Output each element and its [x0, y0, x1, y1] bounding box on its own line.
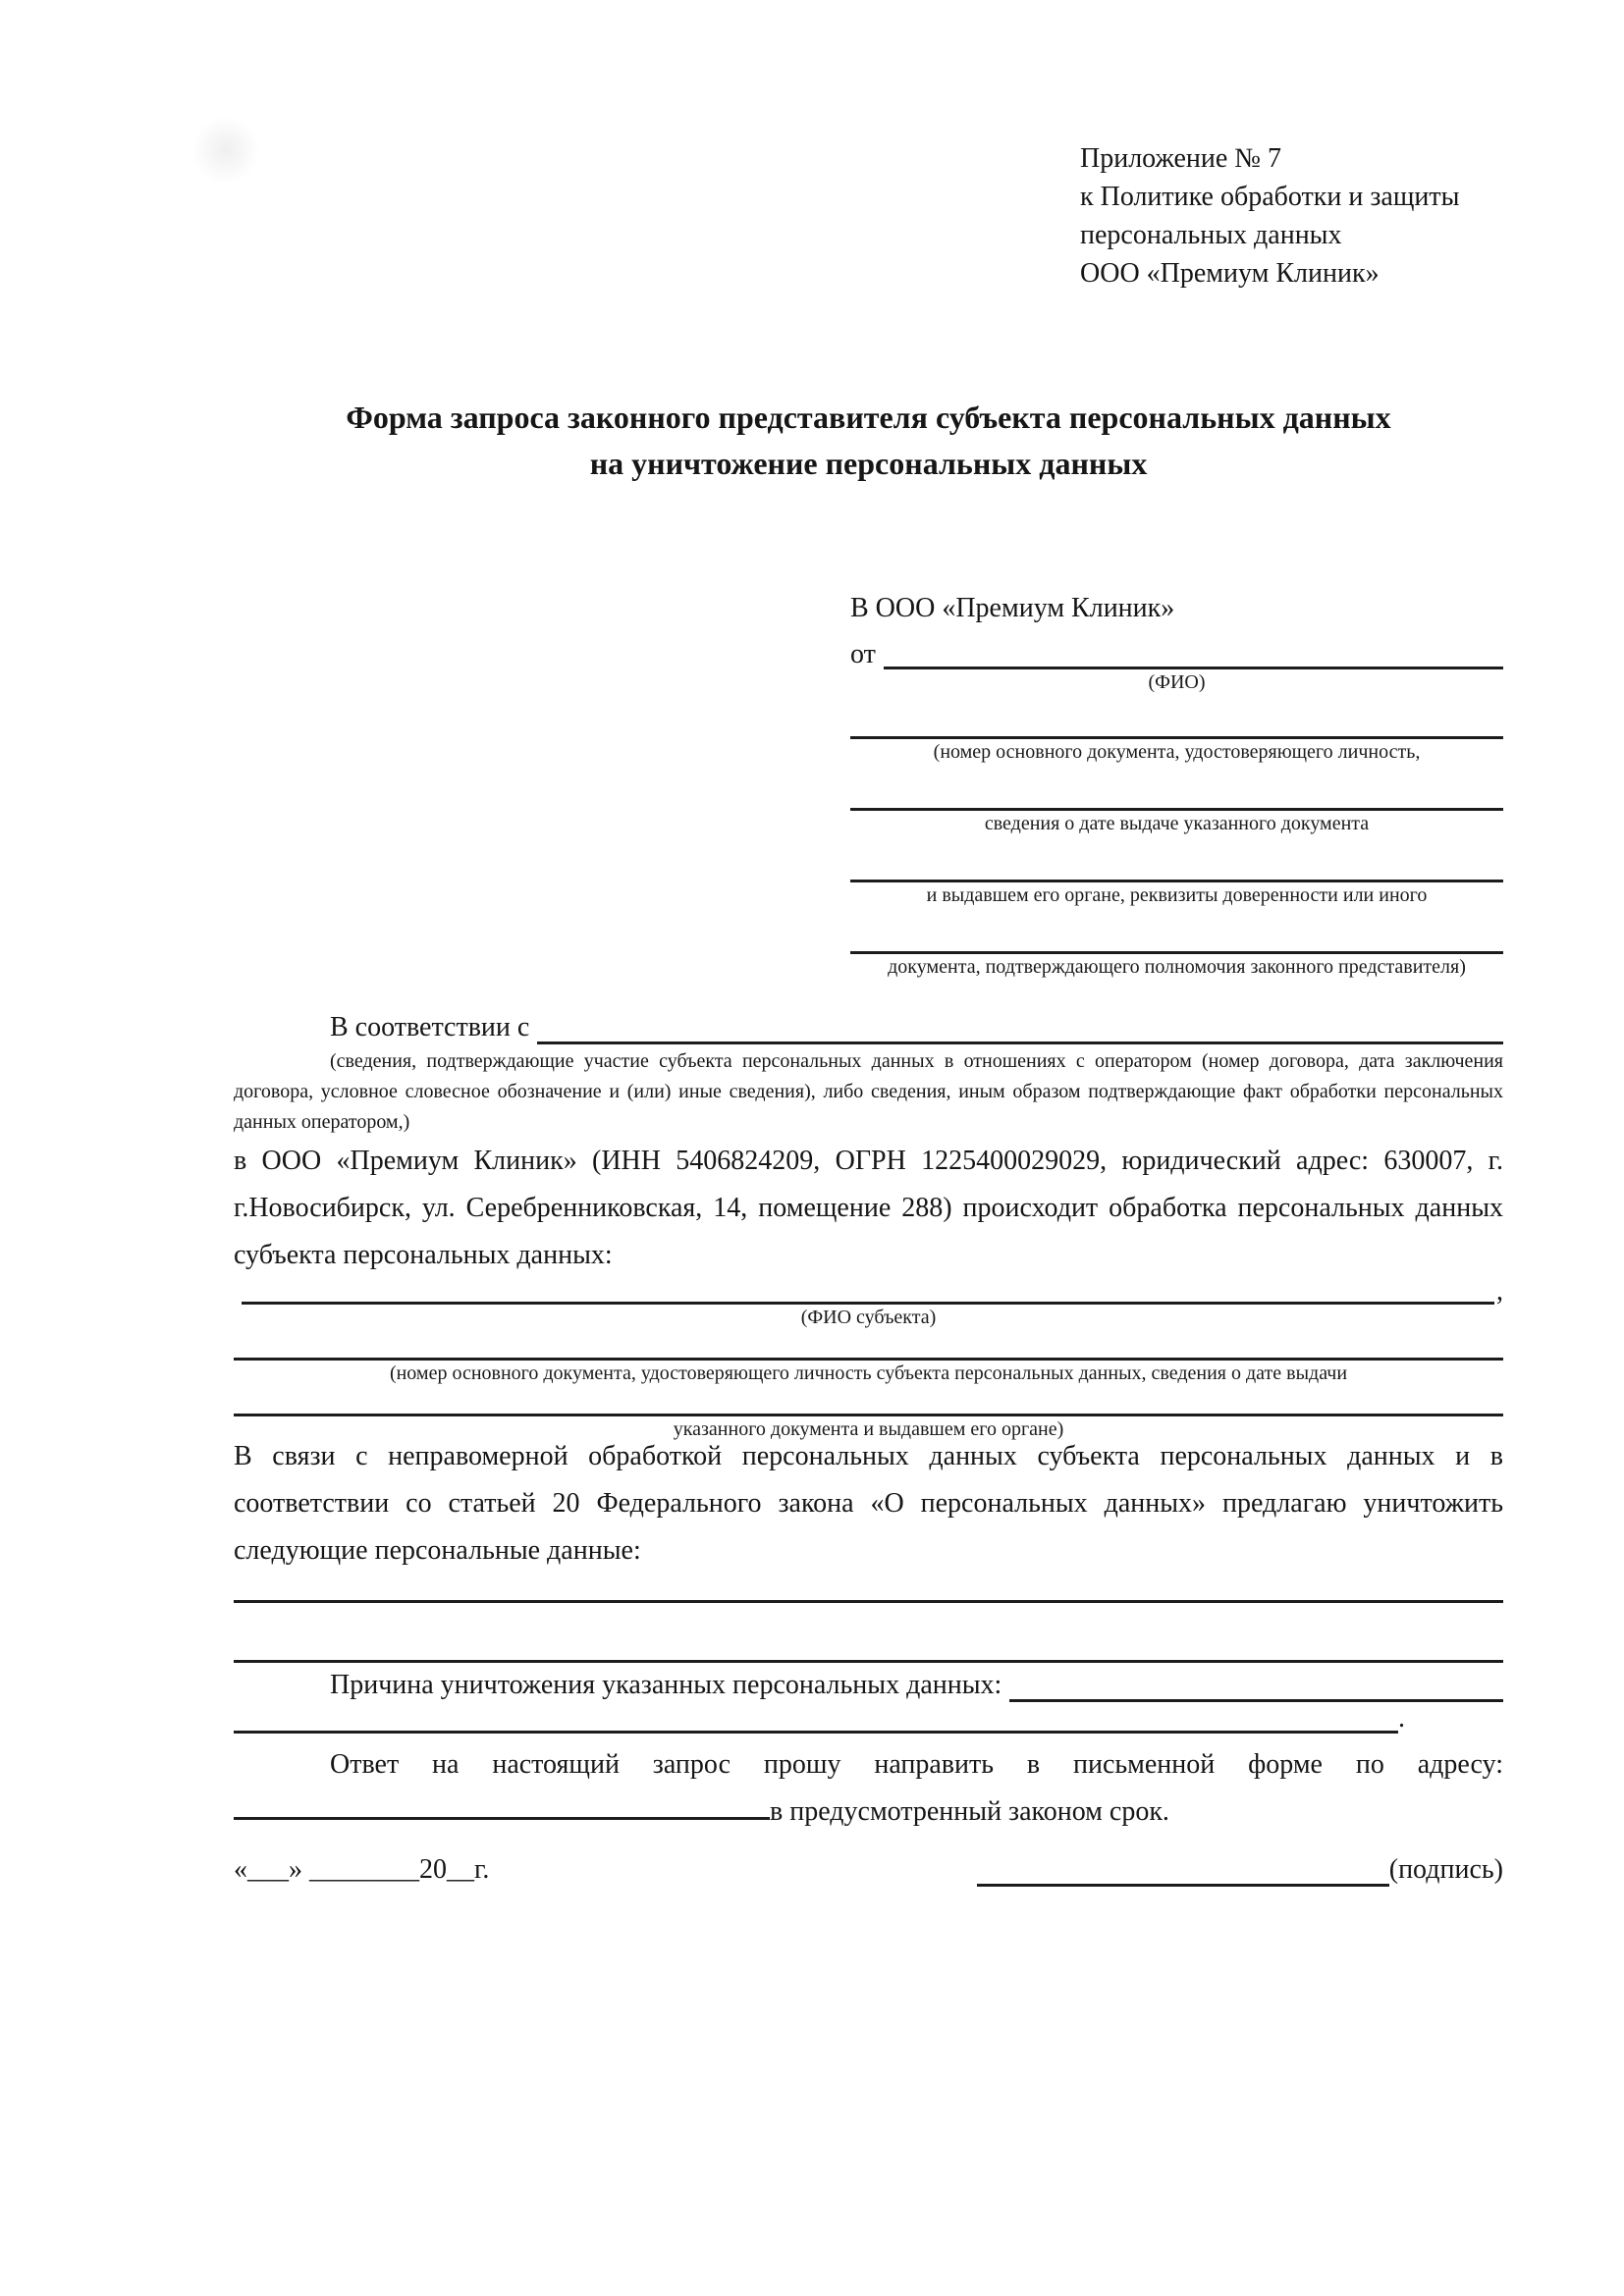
- reason-lead: Причина уничтожения указанных персональных данных:: [330, 1670, 1002, 1700]
- accordance-input-line[interactable]: [537, 998, 1503, 1044]
- appendix-line-4: ООО «Премиум Клиник»: [1080, 258, 1380, 289]
- reason-row: [234, 1663, 1503, 1702]
- representative-document-input-line-3[interactable]: [850, 836, 1503, 882]
- signature-input-line[interactable]: [977, 1842, 1389, 1887]
- appendix-line-1: Приложение № 7: [1080, 143, 1281, 174]
- request-block: [234, 1433, 1503, 1836]
- answer-tail: в предусмотренный законом срок.: [770, 1796, 1169, 1827]
- accordance-row: [234, 1001, 1503, 1044]
- accordance-lead: В соответствии с: [330, 1012, 530, 1042]
- reason-period: .: [1398, 1703, 1405, 1734]
- subject-fio-row: [234, 1276, 1503, 1307]
- answer-address-input-line[interactable]: [234, 1793, 770, 1820]
- footer-row: [234, 1845, 1503, 1887]
- date-line: «___» ________20__г.: [234, 1854, 490, 1885]
- representative-fio-input-line[interactable]: [884, 629, 1503, 669]
- reason-input-line-2[interactable]: [234, 1699, 1398, 1734]
- answer-lead: Ответ на настоящий запрос прошу направить в письменной форме по адресу:: [330, 1749, 1503, 1780]
- subject-fio-comma: ,: [1496, 1276, 1503, 1307]
- subject-document-caption-1: (номер основного документа, удостоверяющего личность субъекта персональных данных, сведения о дате выдачи: [389, 1362, 1348, 1384]
- subject-fio-caption: (ФИО субъекта): [800, 1307, 937, 1328]
- subject-document-caption-2: указанного документа и выдавшем его органе): [673, 1418, 1064, 1440]
- subject-fio-input-line[interactable]: [242, 1276, 1494, 1305]
- signature-caption: (подпись): [1388, 1854, 1503, 1885]
- operator-paragraph: в ООО «Премиум Клиник» (ИНН 5406824209, ОГРН 1225400029029, юридический адрес: 630007, г. г.Новосибирск, ул. Серебренниковская, 14, помещение 288) происходит обработка персональных данных субъекта персональных данных:: [234, 1146, 1503, 1270]
- reason-input-line-1[interactable]: [1009, 1660, 1503, 1702]
- addressee-organization: В ООО «Премиум Клиник»: [850, 593, 1175, 623]
- representative-document-input-line-4[interactable]: [850, 908, 1503, 954]
- answer-paragraph: [234, 1741, 1503, 1836]
- document-title-line-2: на уничтожение персональных данных: [589, 446, 1148, 481]
- accordance-note: (сведения, подтверждающие участие субъекта персональных данных в отношениях с оператором (номер договора, дата заключения договора, условное словесное обозначение и (или) иные сведения), либо сведения, иным образом подтверждающие факт обработки персональных данных оператором,): [234, 1050, 1503, 1133]
- request-paragraph: В связи с неправомерной обработкой персональных данных субъекта персональных данных и в соответствии со статьей 20 Федерального закона «О персональных данных» предлагаю уничтожить следующие персональные данные:: [234, 1441, 1503, 1566]
- document-title: [234, 395, 1503, 487]
- addressee-block: [850, 589, 1503, 980]
- appendix-block: [1080, 139, 1522, 293]
- representative-document-caption-3: и выдавшем его органе, реквизиты доверенности или иного: [926, 884, 1428, 906]
- from-row: [850, 632, 1503, 669]
- data-to-destroy-input-line-2[interactable]: [234, 1603, 1503, 1663]
- reason-continuation-row: [234, 1702, 1503, 1734]
- scan-artifact: [191, 116, 260, 185]
- subject-document-input-line-1[interactable]: [234, 1330, 1503, 1361]
- fio-caption: (ФИО): [1148, 671, 1206, 693]
- representative-document-caption-1: (номер основного документа, удостоверяющего личность,: [933, 741, 1421, 763]
- representative-document-input-line-1[interactable]: [850, 695, 1503, 739]
- document-title-line-1: Форма запроса законного представителя субъекта персональных данных: [346, 400, 1391, 435]
- main-body: [234, 1001, 1503, 1442]
- representative-document-caption-4: документа, подтверждающего полномочия законного представителя): [888, 956, 1466, 978]
- appendix-line-3: персональных данных: [1080, 220, 1342, 250]
- representative-document-input-line-2[interactable]: [850, 765, 1503, 811]
- data-to-destroy-input-line-1[interactable]: [234, 1575, 1503, 1603]
- from-label: от: [850, 639, 876, 669]
- representative-document-caption-2: сведения о дате выдаче указанного документа: [984, 813, 1370, 834]
- appendix-line-2: к Политике обработки и защиты: [1080, 182, 1460, 212]
- subject-document-input-line-2[interactable]: [234, 1386, 1503, 1416]
